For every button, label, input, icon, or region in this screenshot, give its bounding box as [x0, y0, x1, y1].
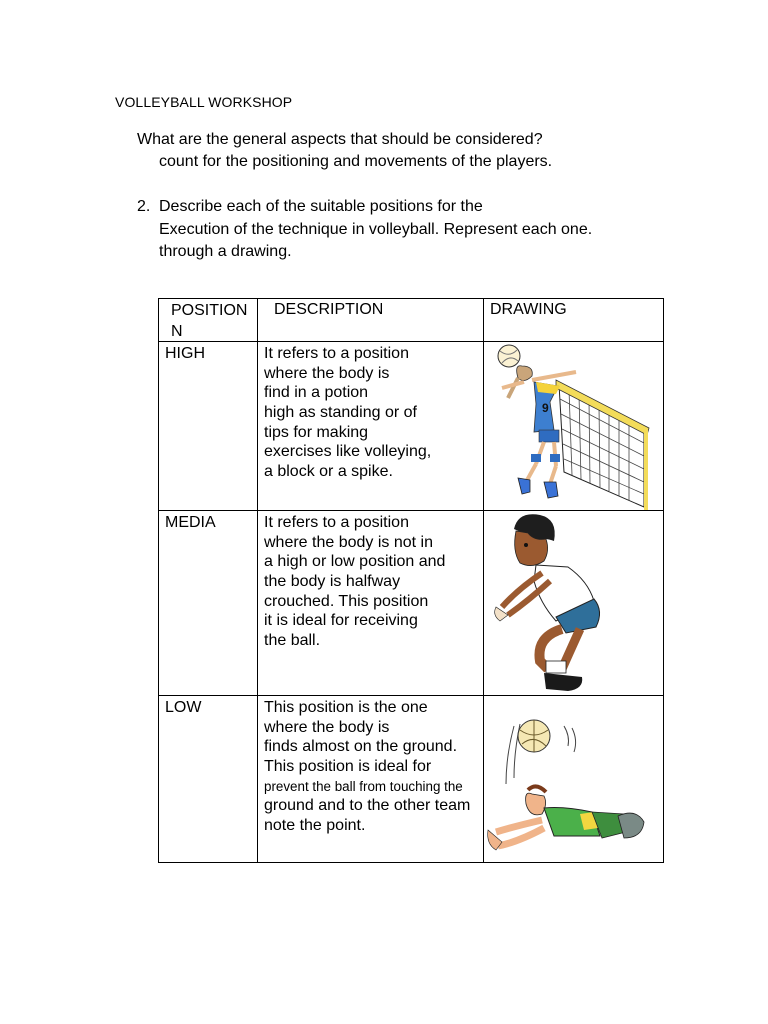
question-2-number: 2. — [137, 198, 151, 215]
player-crouching-illustration — [484, 511, 663, 695]
question-1-line-1: What are the general aspects that should be considered? — [137, 131, 543, 148]
player-spiking-at-net-illustration — [484, 342, 663, 510]
table-row — [159, 342, 664, 511]
question-2-line-3: through a drawing. — [159, 243, 292, 260]
table-row — [159, 696, 664, 863]
question-2 — [137, 196, 637, 264]
row-drawing — [484, 696, 664, 863]
player-diving-illustration — [484, 696, 663, 862]
header-position-line-1: POSITION — [171, 302, 248, 319]
table-row — [159, 511, 664, 696]
question-1-line-2: count for the positioning and movements of the players. — [159, 153, 553, 170]
svg-text:9: 9 — [542, 401, 549, 416]
row-description: It refers to a position where the body is find in a potion high as standing or of tips for making exercises like volleying, a block or a spike. — [258, 342, 484, 511]
row-description: It refers to a position where the body is not in a high or low position and the body is halfway crouched. This position it is ideal for receiving the ball. — [258, 511, 484, 696]
header-drawing: DRAWING — [484, 299, 664, 342]
question-2-line-1: Describe each of the suitable positions for the — [159, 198, 483, 215]
row-drawing — [484, 511, 664, 696]
row-position: HIGH — [159, 342, 258, 511]
question-1 — [137, 129, 607, 173]
row-drawing — [484, 342, 664, 511]
document-title: VOLLEYBALL WORKSHOP — [115, 94, 293, 110]
question-2-line-2: Execution of the technique in volleyball. Represent each one. — [159, 220, 593, 238]
header-position-line-2: N — [171, 322, 183, 340]
row-description: This position is the one where the body is finds almost on the ground. This position is ideal for prevent the ball from touching the ground and to the other team note the point. — [258, 696, 484, 863]
header-description: DESCRIPTION — [258, 299, 484, 342]
row-position: LOW — [159, 696, 258, 863]
table-header-row — [159, 299, 664, 342]
positions-table — [158, 298, 664, 863]
header-position — [159, 299, 258, 342]
row-position: MEDIA — [159, 511, 258, 696]
